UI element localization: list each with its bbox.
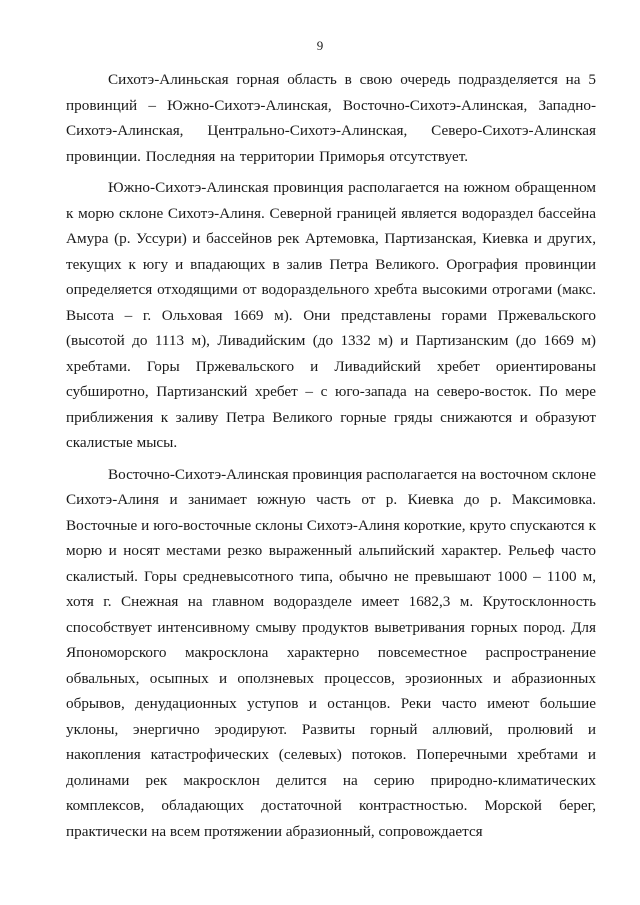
body-text bbox=[66, 67, 596, 844]
page-number: 9 bbox=[316, 38, 324, 53]
paragraph-south-sikhote-alin: Южно-Сихотэ-Алинская провинция располагается на южном обращенном к морю склоне Сихотэ-Алиня. Северной границей является водораздел бассейна Амура (р. Уссури) и бассейнов рек Артемовка, Партизанская, Киевка и других, текущих к югу и впадающих в залив Петра Великого. Орография провинции определяется отходящими от водораздельного хребта высокими отрогами (макс. Высота – г. Ольховая 1669 м). Они представлены горами Пржевальского (высотой до 1113 м), Ливадийским (до 1332 м) и Партизанским (до 1669 м) хребтами. Горы Пржевальского и Ливадийский хребет ориентированы субширотно, Партизанский хребет – с юго-запада на северо-восток. По мере приближения к заливу Петра Великого горные гряды снижаются и образуют скалистые мысы. bbox=[66, 179, 596, 451]
paragraph-sikhote-alin-provinces: Сихотэ-Алиньская горная область в свою очередь подразделяется на 5 провинций – Южно-Сихотэ-Алинская, Восточно-Сихотэ-Алинская, Западно-Сихотэ-Алинская, Центрально-Сихотэ-Алинская, Северо-Сихотэ-Алинская провинции. Последняя на территории Приморья отсутствует. bbox=[66, 71, 596, 165]
paragraph-east-sikhote-alin: Восточно-Сихотэ-Алинская провинция располагается на восточном склоне Сихотэ-Алиня и занимает южную часть от р. Киевка до р. Максимовка. Восточные и юго-восточные склоны Сихотэ-Алиня короткие, круто спускаются к морю и носят местами резко выраженный альпийский характер. Рельеф часто скалистый. Горы средневысотного типа, обычно не превышают 1000 – 1100 м, хотя г. Снежная на главном водоразделе имеет 1682,3 м. Крутосклонность способствует интенсивному смыву продуктов выветривания горных пород. Для Япономорского макросклона характерно повсеместное распространение обвальных, осыпных и оползневых процессов, эрозионных и абразионных обрывов, денудационных уступов и останцов. Реки часто имеют большие уклоны, энергично эродируют. Развиты горный аллювий, пролювий и накопления катастрофических (селевых) потоков. Поперечными хребтами и долинами рек макросклон делится на серию природно-климатических комплексов, обладающих достаточной контрастностью. Морской берег, практически на всем протяжении абразионный, сопровождается bbox=[66, 465, 596, 840]
